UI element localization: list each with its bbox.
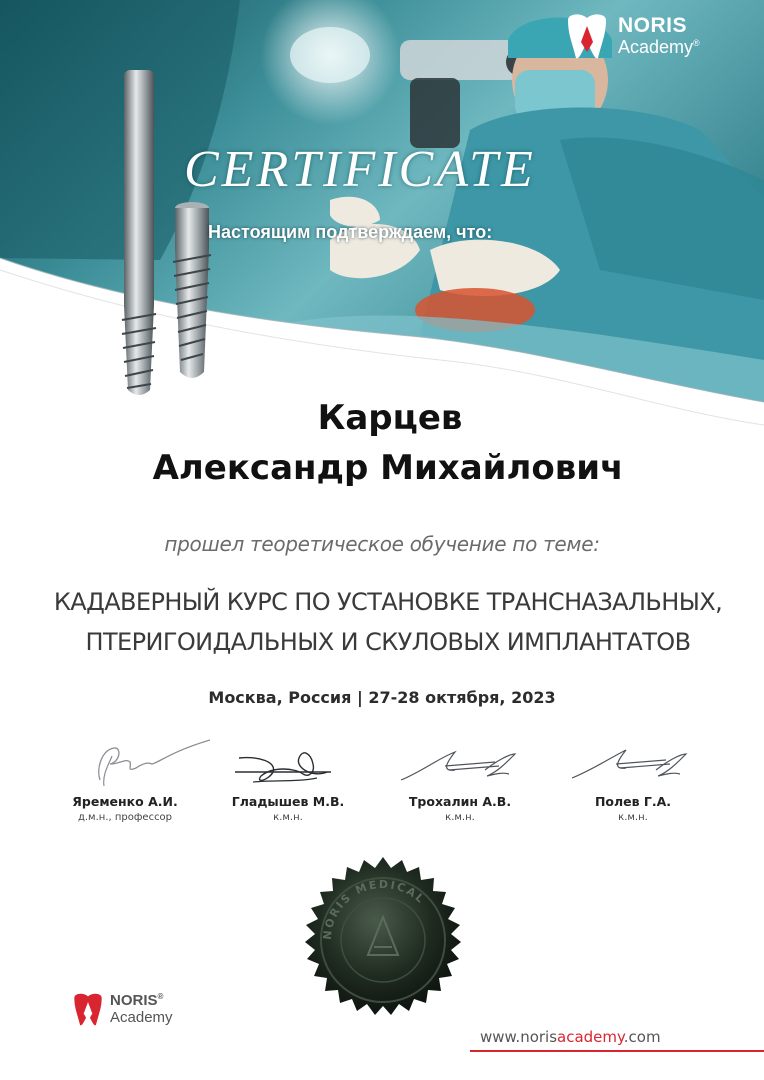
signature-icon (203, 728, 373, 792)
passed-training-text: прошел теоретическое обучение по теме: (164, 532, 600, 556)
signatory-2 (203, 728, 373, 823)
tooth-logo-icon (562, 12, 612, 62)
signatory-name: Трохалин А.В. (408, 794, 512, 809)
implant-short-illustration (173, 202, 211, 378)
signatory-name: Яременко А.И. (72, 794, 178, 809)
signatory-title: к.м.н. (618, 812, 648, 823)
certificate-seal (298, 855, 468, 1025)
noris-academy-logo-top (562, 12, 742, 62)
noris-academy-logo-bottom (70, 990, 210, 1040)
logo-academy-text: Academy® (618, 37, 700, 57)
signature-icon (375, 728, 545, 792)
recipient-last-name: Карцев (317, 398, 463, 438)
signature-icon (548, 728, 718, 792)
course-title-line-2: ПТЕРИГОИДАЛЬНЫХ И СКУЛОВЫХ ИМПЛАНТАТОВ (85, 628, 691, 656)
tooth-logo-icon (70, 990, 106, 1030)
implant-long-illustration (122, 70, 156, 395)
signature-icon (40, 728, 210, 792)
website-url: www.norisacademy.com (480, 1028, 661, 1046)
signatory-4 (548, 728, 718, 823)
certificate-subtitle: Настоящим подтверждаем, что: (208, 222, 493, 242)
course-title-line-1: КАДАВЕРНЫЙ КУРС ПО УСТАНОВКЕ ТРАНСНАЗАЛЬНЫХ, (53, 588, 723, 616)
header-photo (0, 0, 764, 430)
svg-text:NORIS MEDICAL: NORIS MEDICAL (320, 877, 428, 941)
signatory-title: к.м.н. (445, 812, 475, 823)
logo-noris-text: NORIS® (110, 992, 164, 1009)
footer-divider (470, 1050, 764, 1052)
certificate-title: CERTIFICATE (184, 141, 536, 198)
signatory-1 (40, 728, 210, 823)
logo-academy-text: Academy (110, 1009, 173, 1026)
signatory-name: Гладышев М.В. (231, 794, 345, 809)
signatory-name: Полев Г.А. (594, 794, 672, 809)
recipient-first-middle-name: Александр Михайлович (152, 448, 624, 488)
logo-noris-text: NORIS (618, 14, 688, 37)
place-and-date: Москва, Россия | 27-28 октября, 2023 (208, 688, 556, 707)
signatory-title: д.м.н., профессор (77, 812, 173, 823)
signatory-3 (375, 728, 545, 823)
signatory-title: к.м.н. (273, 812, 303, 823)
